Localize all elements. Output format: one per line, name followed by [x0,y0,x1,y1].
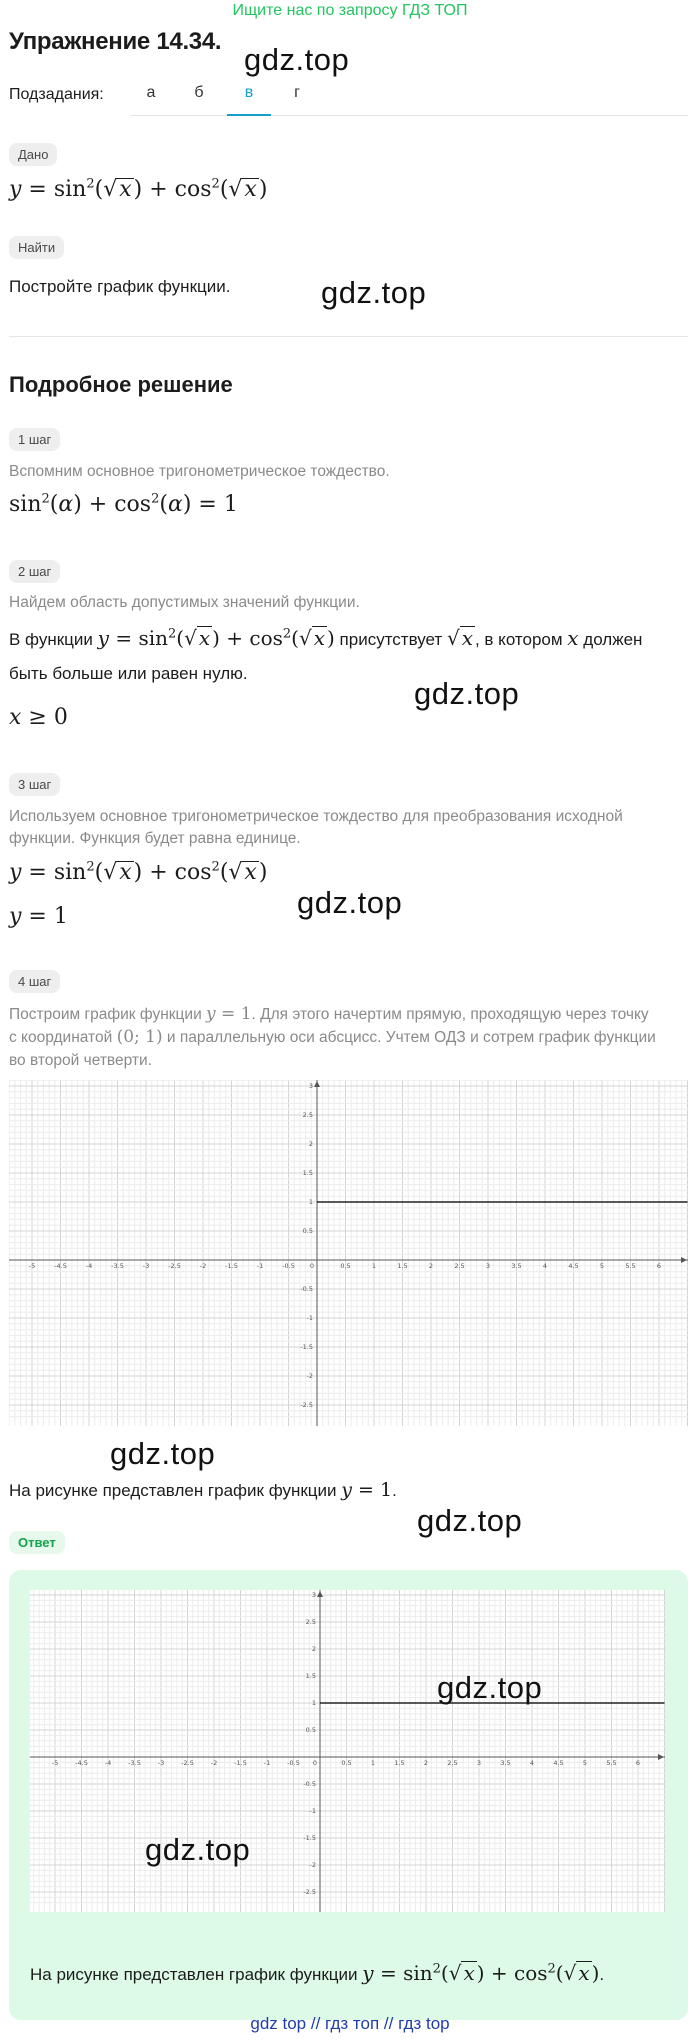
y-tick-label: -2 [306,1372,313,1380]
step-4-caption-b: . [392,1481,397,1500]
y-tick-label: -0.5 [300,1285,313,1293]
x-tick-label: -1.5 [234,1759,247,1767]
y-tick-label: 1 [308,1198,313,1206]
subtasks-label: Подзадания: [9,86,104,103]
x-tick-label: -3.5 [111,1262,124,1270]
step-2-var: x [567,626,579,650]
x-tick-label: -4.5 [75,1759,88,1767]
solution-title: Подробное решение [9,372,233,397]
step-4-note-3: во второй четверти. [9,1052,152,1069]
y-tick-label: 1.5 [302,1169,313,1177]
y-tick-label: -1.5 [300,1343,313,1351]
x-tick-label: 4 [542,1262,548,1270]
y-tick-label: 3 [311,1591,316,1599]
x-tick-label: 1.5 [397,1262,408,1270]
x-tick-label: 3.5 [511,1262,522,1270]
x-tick-label: -2 [210,1759,218,1767]
x-tick-label: -4.5 [54,1262,67,1270]
answer-caption [30,1960,604,1988]
step-1-formula: $\sin^2(\alpha) + \cos^2(\alpha) = 1$ [9,491,238,517]
answer-caption-formula: $y = \sin^2(√$ x ) + $\cos^2(√$ x ) [362,1961,600,1985]
x-tick-label: 2.5 [454,1262,465,1270]
y-tick-label: 0.5 [302,1227,313,1235]
x-tick-label: -5 [51,1759,59,1767]
step-2-text-c: , в котором [474,630,563,649]
y-tick-label: 2 [311,1645,316,1653]
x-tick-label: -2 [199,1262,207,1270]
watermark: gdz.top [145,1832,251,1867]
footer-link-2[interactable]: гдз топ [325,2014,380,2033]
step-2-text-d: должен [583,630,643,649]
step-4-note-2f: (0; 1) [116,1027,163,1047]
step-2-formula: x ≥ 0 [9,705,68,730]
watermark: gdz.top [297,885,403,920]
answer-chip: Ответ [9,1531,65,1554]
step-1-note: Вспомним основное тригонометрическое тождество. [9,463,390,480]
x-tick-label: -1.5 [225,1262,238,1270]
x-tick-label: 5 [599,1262,605,1270]
step-2-text-a: В функции [9,630,93,649]
step-4-note-2a: с координатой [9,1029,113,1046]
step-4-note-1b: . Для этого начертим прямую, проходящую через точку [251,1006,649,1023]
answer-caption-b: . [599,1965,605,1984]
y-tick-label: -1 [309,1807,316,1815]
step-4-graph [9,1080,688,1426]
footer-sep-2: // [383,2014,394,2033]
step-2-line-1 [9,625,642,653]
step-2-text-b: присутствует [339,630,443,649]
y-tick-label: 1 [311,1699,316,1707]
step-3-formula-1: $y = \sin^2(√x) + \cos^2(√x)$ [9,859,268,885]
watermark: gdz.top [321,275,427,310]
y-tick-label: -2.5 [300,1401,313,1409]
step-2-chip: 2 шаг [9,560,60,583]
given-formula: $y = \sin^2(√x) + \cos^2(√x)$ [9,176,268,202]
step-4-note-2 [9,1026,656,1049]
step-4-caption [9,1477,397,1504]
x-tick-label: 0.5 [340,1262,351,1270]
answer-caption-a: На рисунке представлен график функции [30,1965,358,1984]
x-tick-label: -0.5 [287,1759,300,1767]
x-tick-label: -1 [256,1262,264,1270]
footer-sep-1: // [310,2014,321,2033]
section-divider [9,336,688,337]
step-4-note-1 [9,1003,649,1026]
x-tick-label: -2.5 [181,1759,194,1767]
step-2-note: Найдем область допустимых значений функции. [9,594,360,611]
x-tick-label: -4 [85,1262,93,1270]
watermark: gdz.top [437,1670,543,1705]
x-tick-label: 3.5 [500,1759,511,1767]
top-banner: Ищите нас по запросу ГДЗ ТОП [232,2,468,19]
y-tick-label: -0.5 [303,1780,316,1788]
x-tick-label: 2.5 [447,1759,458,1767]
step-1-chip: 1 шаг [9,428,60,451]
step-4-note-1f: y = 1 [206,1004,252,1024]
x-tick-label: 5 [582,1759,588,1767]
answer-graph [30,1590,665,1912]
x-tick-label: 2 [428,1262,434,1270]
x-tick-label: 1.5 [394,1759,405,1767]
subtask-tab-g[interactable]: г [294,84,300,101]
x-tick-label: 5.5 [606,1759,617,1767]
x-tick-label: -1 [263,1759,271,1767]
x-tick-label: 1 [370,1759,376,1767]
x-tick-label: 3 [476,1759,482,1767]
x-tick-label: 1 [371,1262,377,1270]
step-4-caption-formula: y = 1 [341,1479,393,1501]
step-4-note-2b: и параллельную оси абсцисс. Учтем ОДЗ и сотрем график функции [166,1029,656,1046]
y-tick-label: -1.5 [303,1834,316,1842]
x-tick-label: -4 [104,1759,112,1767]
x-tick-label: -2.5 [168,1262,181,1270]
step-4-note-1a: Построим график функции [9,1006,202,1023]
given-chip: Дано [9,143,57,166]
x-tick-label: 4.5 [568,1262,579,1270]
y-tick-label: 1.5 [305,1672,316,1680]
find-chip: Найти [9,236,64,259]
step-3-formula-2: y = 1 [9,904,68,929]
step-4-caption-a: На рисунке представлен график функции [9,1481,337,1500]
x-tick-label: -3 [142,1262,150,1270]
x-tick-label: 6 [656,1262,662,1270]
x-tick-label: 0 [309,1262,315,1270]
x-tick-label: -3.5 [128,1759,141,1767]
x-tick-label: -3 [157,1759,165,1767]
watermark: gdz.top [110,1436,216,1471]
x-tick-label: 0.5 [341,1759,352,1767]
step-2-sqrt-x: √ x [446,626,473,650]
x-tick-label: 0 [312,1759,318,1767]
subtask-tab-b[interactable]: б [194,84,204,101]
step-2-inline-formula: $y = \sin^2(√$ x ) + $\cos^2(√$ x ) [97,626,335,650]
step-3-note-2: функции. Функция будет равна единице. [9,830,301,847]
step-3-note-1: Используем основное тригонометрическое тождество для преобразования исходной [9,808,623,825]
x-tick-label: 5.5 [625,1262,636,1270]
watermark: gdz.top [244,42,350,77]
y-tick-label: 2 [308,1140,313,1148]
subtask-tab-v-active[interactable]: в [227,84,271,116]
y-tick-label: 2.5 [305,1618,316,1626]
find-text: Постройте график функции. [9,277,231,296]
y-tick-label: 3 [308,1082,313,1090]
watermark: gdz.top [417,1503,523,1538]
y-tick-label: 0.5 [305,1726,316,1734]
x-tick-label: 6 [635,1759,641,1767]
x-tick-label: -0.5 [282,1262,295,1270]
footer-link-3[interactable]: гдз top [398,2014,450,2033]
tabs-divider [130,115,688,116]
y-tick-label: -1 [306,1314,313,1322]
footer-links [0,2014,700,2034]
step-2-line-2: быть больше или равен нулю. [9,664,248,683]
exercise-title: Упражнение 14.34. [9,28,222,55]
watermark: gdz.top [414,676,520,711]
x-tick-label: 2 [423,1759,429,1767]
x-tick-label: 4.5 [553,1759,564,1767]
step-3-chip: 3 шаг [9,773,60,796]
x-tick-label: 4 [529,1759,535,1767]
y-tick-label: -2.5 [303,1888,316,1896]
y-tick-label: -2 [309,1861,316,1869]
footer-link-1[interactable]: gdz top [250,2014,307,2033]
step-4-chip: 4 шаг [9,970,60,993]
step-2-sqrt-var: x [461,626,473,650]
y-tick-label: 2.5 [302,1111,313,1119]
x-tick-label: -5 [28,1262,36,1270]
x-tick-label: 3 [485,1262,491,1270]
subtask-tab-a[interactable]: а [146,84,156,101]
